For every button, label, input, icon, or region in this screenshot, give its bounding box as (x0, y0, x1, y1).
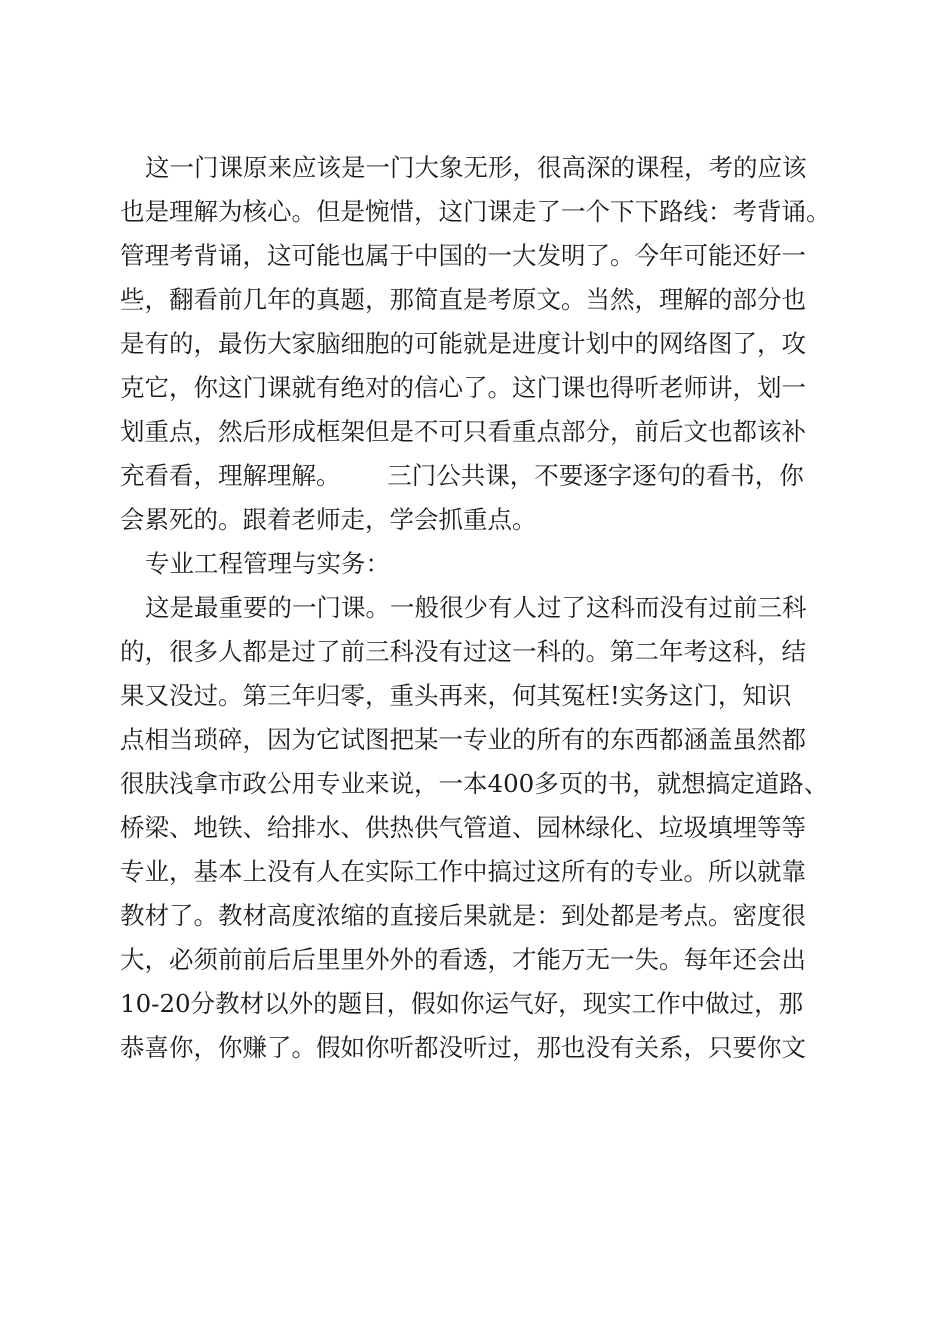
section-heading: 专业工程管理与实务： (145, 549, 390, 578)
text-line-2: 也是理解为核心。但是惋惜，这门课走了一个下下路线：考背诵。 (120, 197, 831, 226)
text-line-13: 果又没过。第三年归零，重头再来，何其冤枉!实务这门，知识 (120, 681, 792, 710)
text-line-7: 划重点，然后形成框架但是不可只看重点部分，前后文也都该补 (120, 417, 806, 446)
text-line-9: 会累死的。跟着老师走，学会抓重点。 (120, 505, 537, 534)
text-line-21: 恭喜你，你赚了。假如你听都没听过，那也没有关系，只要你文 (120, 1033, 806, 1062)
text-line-16: 桥梁、地铁、给排水、供热供气管道、园林绿化、垃圾填埋等等 (120, 813, 806, 842)
text-line-14: 点相当琐碎，因为它试图把某一专业的所有的东西都涵盖虽然都 (120, 725, 806, 754)
text-line-1: 这一门课原来应该是一门大象无形，很高深的课程，考的应该 (145, 153, 807, 182)
text-line-5: 是有的，最伤大家脑细胞的可能就是进度计划中的网络图了，攻 (120, 329, 806, 358)
text-line-18: 教材了。教材高度浓缩的直接后果就是：到处都是考点。密度很 (120, 901, 806, 930)
text-line-19: 大，必须前前后后里里外外的看透，才能万无一失。每年还会出 (120, 945, 806, 974)
text-line-6: 克它，你这门课就有绝对的信心了。这门课也得听老师讲，划一 (120, 373, 806, 402)
text-line-12: 的，很多人都是过了前三科没有过这一科的。第二年考这科，结 (120, 637, 806, 666)
text-line-11: 这是最重要的一门课。一般很少有人过了这科而没有过前三科 (145, 593, 807, 622)
text-line-8: 充看看，理解理解。 三门公共课，不要逐字逐句的看书，你 (120, 461, 804, 490)
text-line-4: 些，翻看前几年的真题，那简直是考原文。当然，理解的部分也 (120, 285, 806, 314)
text-line-20: 10-20分教材以外的题目，假如你运气好，现实工作中做过，那 (120, 989, 804, 1018)
text-line-17: 专业，基本上没有人在实际工作中搞过这所有的专业。所以就靠 (120, 857, 806, 886)
text-line-3: 管理考背诵，这可能也属于中国的一大发明了。今年可能还好一 (120, 241, 806, 270)
text-line-15: 很肤浅拿市政公用专业来说，一本400多页的书，就想搞定道路、 (120, 769, 829, 798)
